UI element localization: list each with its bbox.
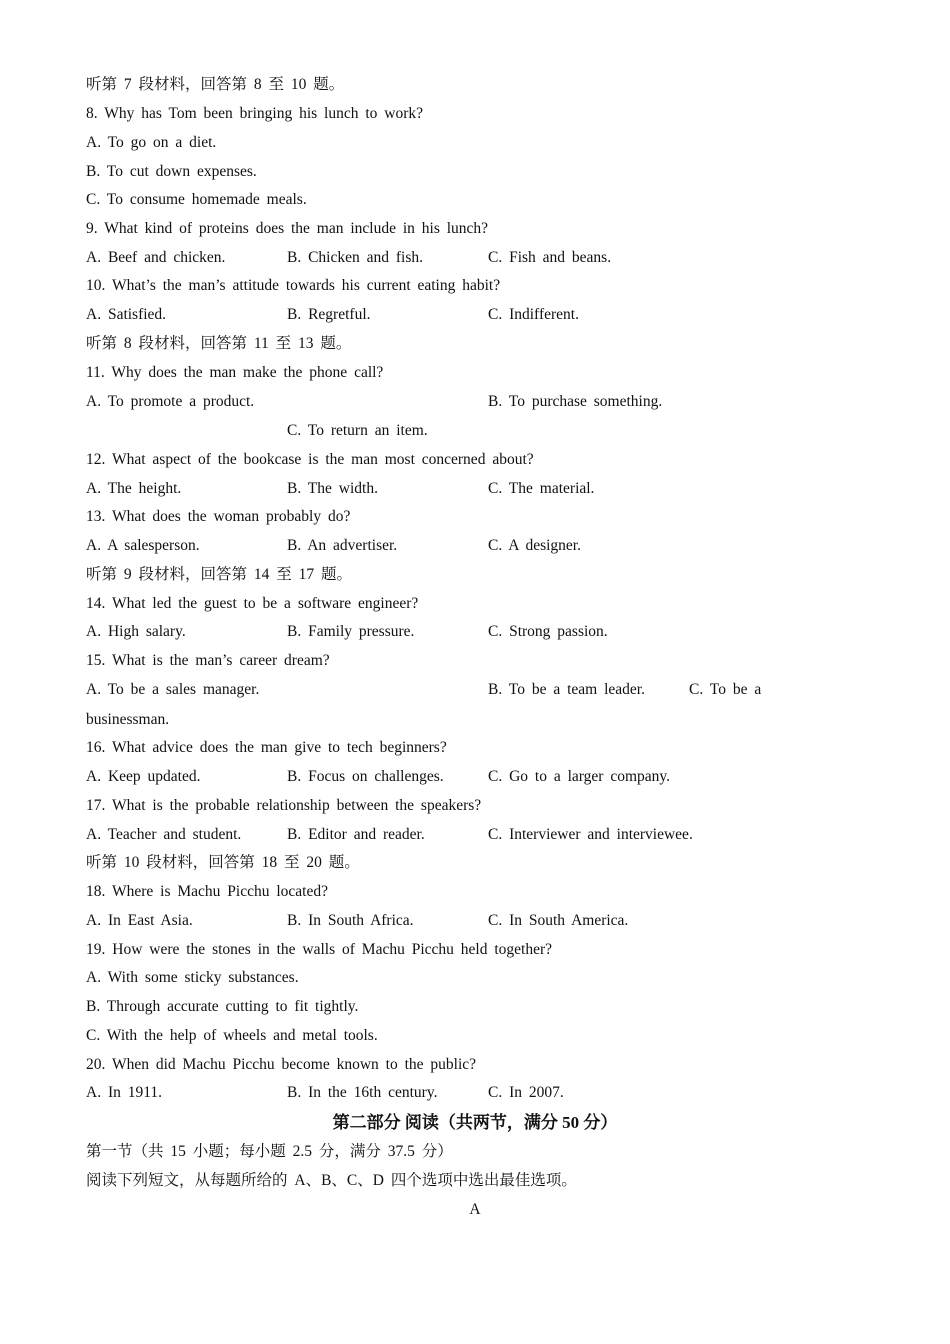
option-15c-continued: businessman. [86,711,170,728]
option-12b: B. The width. [287,480,378,497]
option-9c: C. Fish and beans. [488,249,612,266]
option-13c: C. A designer. [488,537,581,554]
option-20a: A. In 1911. [86,1084,163,1101]
option-14c: C. Strong passion. [488,623,608,640]
question-19: 19. How were the stones in the walls of Machu Picchu held together? [86,941,553,958]
section-1-header: 第一节（共 15 小题；每小题 2.5 分，满分 37.5 分） [86,1143,453,1160]
question-11: 11. Why does the man make the phone call? [86,364,384,381]
question-18: 18. Where is Machu Picchu located? [86,883,328,900]
question-8: 8. Why has Tom been bringing his lunch to work? [86,105,424,122]
option-15b: B. To be a team leader. [488,681,645,698]
option-15a: A. To be a sales manager. [86,681,260,698]
option-8b: B. To cut down expenses. [86,163,257,180]
option-18b: B. In South Africa. [287,912,414,929]
option-13b: B. An advertiser. [287,537,398,554]
option-10c: C. Indifferent. [488,306,579,323]
option-9a: A. Beef and chicken. [86,249,226,266]
section-8-instruction: 听第 8 段材料，回答第 11 至 13 题。 [86,335,352,352]
part-2-heading: 第二部分 阅读（共两节，满分 50 分） [332,1113,618,1132]
option-19a: A. With some sticky substances. [86,969,299,986]
option-16b: B. Focus on challenges. [287,768,444,785]
option-19c: C. With the help of wheels and metal tools. [86,1027,378,1044]
option-19b: B. Through accurate cutting to fit tightly. [86,998,359,1015]
option-18c: C. In South America. [488,912,629,929]
section-9-instruction: 听第 9 段材料，回答第 14 至 17 题。 [86,566,353,583]
question-14: 14. What led the guest to be a software engineer? [86,595,419,612]
option-13a: A. A salesperson. [86,537,200,554]
option-20c: C. In 2007. [488,1084,564,1101]
option-17c: C. Interviewer and interviewee. [488,826,693,843]
section-7-instruction: 听第 7 段材料，回答第 8 至 10 题。 [86,76,345,93]
section-10-instruction: 听第 10 段材料，回答第 18 至 20 题。 [86,854,360,871]
passage-label: A [469,1201,481,1218]
option-8a: A. To go on a diet. [86,134,217,151]
option-9b: B. Chicken and fish. [287,249,423,266]
question-13: 13. What does the woman probably do? [86,508,351,525]
question-16: 16. What advice does the man give to tech beginners? [86,739,447,756]
question-12: 12. What aspect of the bookcase is the man most concerned about? [86,451,534,468]
reading-instruction: 阅读下列短文，从每题所给的 A、B、C、D 四个选项中选出最佳选项。 [86,1172,577,1189]
option-18a: A. In East Asia. [86,912,193,929]
question-10: 10. What’s the man’s attitude towards his current eating habit? [86,277,501,294]
option-17b: B. Editor and reader. [287,826,425,843]
question-9: 9. What kind of proteins does the man include in his lunch? [86,220,489,237]
option-17a: A. Teacher and student. [86,826,242,843]
option-14b: B. Family pressure. [287,623,415,640]
option-16c: C. Go to a larger company. [488,768,671,785]
option-12c: C. The material. [488,480,595,497]
option-10b: B. Regretful. [287,306,371,323]
option-14a: A. High salary. [86,623,186,640]
question-17: 17. What is the probable relationship between the speakers? [86,797,482,814]
option-11b: B. To purchase something. [488,393,663,410]
option-10a: A. Satisfied. [86,306,167,323]
option-20b: B. In the 16th century. [287,1084,438,1101]
option-8c: C. To consume homemade meals. [86,191,307,208]
question-15: 15. What is the man’s career dream? [86,652,330,669]
option-16a: A. Keep updated. [86,768,201,785]
option-11a: A. To promote a product. [86,393,255,410]
question-20: 20. When did Machu Picchu become known to the public? [86,1056,477,1073]
option-15c: C. To be a [689,681,762,698]
option-12a: A. The height. [86,480,182,497]
option-11c: C. To return an item. [287,422,428,439]
